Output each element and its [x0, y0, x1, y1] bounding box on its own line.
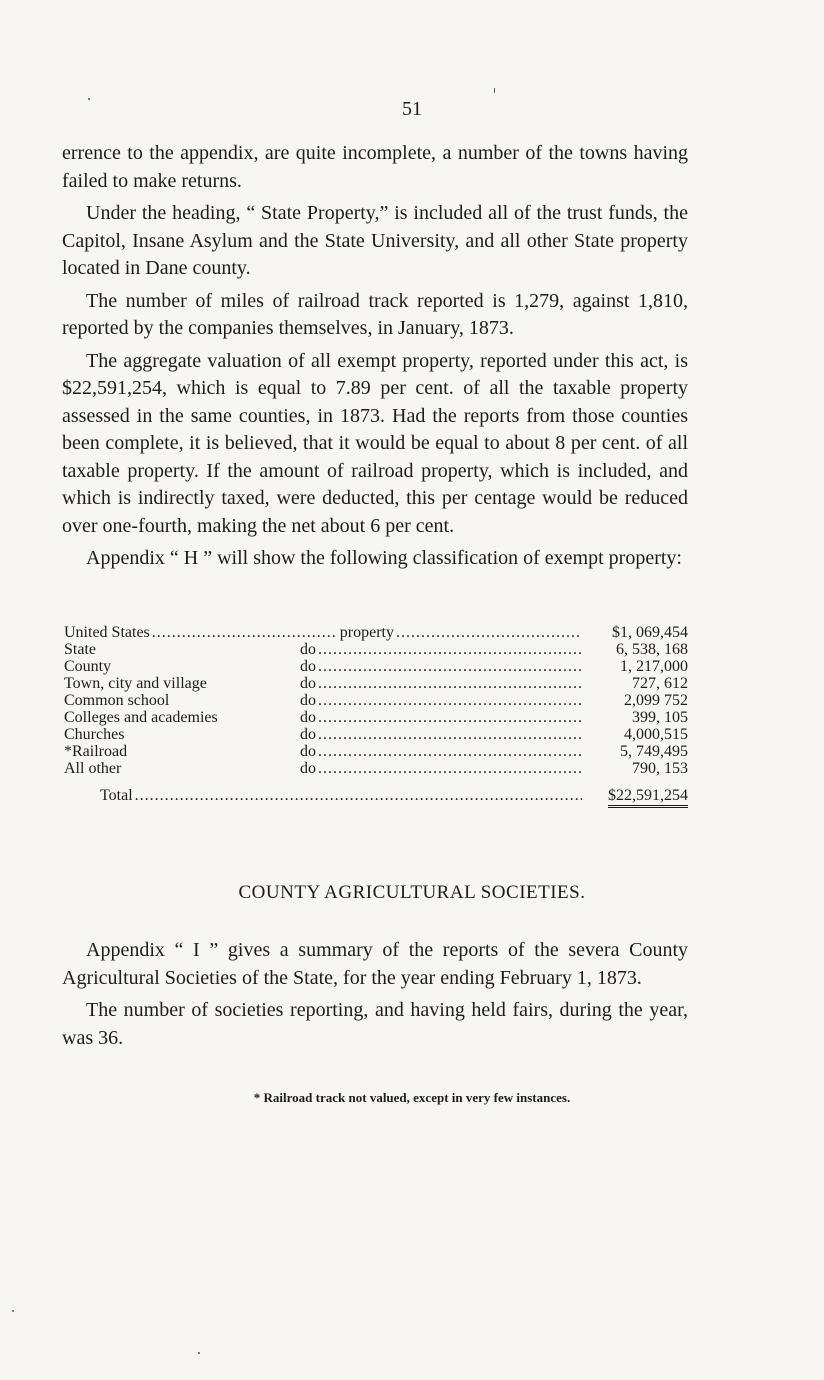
table-row [64, 726, 688, 743]
row-kind: do [300, 743, 316, 760]
leader-dots [135, 787, 582, 804]
row-kind: do [300, 641, 316, 658]
paragraph-state-property: Under the heading, “ State Property,” is included all of the trust funds, the Capitol, Insane Asylum and the State University, and all other State property located in Dane county. [62, 202, 688, 279]
row-kind: do [300, 692, 316, 709]
row-kind: do [300, 675, 316, 692]
row-kind: do [300, 658, 316, 675]
row-label: All other [64, 760, 122, 777]
total-row [64, 787, 688, 804]
row-amount: 6, 538, 168 [616, 641, 688, 658]
leader-dots [318, 760, 582, 777]
row-amount: 4,000,515 [624, 726, 688, 743]
classification-table [64, 624, 688, 804]
leader-dots [318, 692, 582, 709]
row-amount: 1, 217,000 [620, 658, 688, 675]
body-text-top [62, 140, 688, 578]
row-amount: 399, 105 [632, 709, 688, 726]
row-kind: do [300, 726, 316, 743]
total-label: Total [100, 787, 133, 804]
row-amount: 790, 153 [632, 760, 688, 777]
table-row [64, 658, 688, 675]
row-kind: do [300, 760, 316, 777]
row-amount: $1, 069,454 [612, 624, 688, 641]
leader-dots [318, 658, 582, 675]
footnote: * Railroad track not valued, except in very few instances. [253, 1090, 571, 1105]
table-row [64, 743, 688, 760]
table-row [64, 709, 688, 726]
leader-dots [318, 726, 582, 743]
paragraph-continuation: errence to the appendix, are quite incomplete, a number of the towns having failed to make returns. [62, 142, 688, 192]
row-label: County [64, 658, 112, 675]
row-label: *Railroad [64, 743, 128, 760]
table-row [64, 692, 688, 709]
row-label: State [64, 641, 96, 658]
print-speck [12, 1310, 14, 1312]
table-row [64, 624, 688, 641]
paragraph-railroad-miles: The number of miles of railroad track reported is 1,279, against 1,810, reported by the companies themselves, in January, 1873. [62, 289, 688, 339]
row-label: Churches [64, 726, 125, 743]
table-row [64, 760, 688, 777]
section-heading: COUNTY AGRICULTURAL SOCIETIES. [238, 882, 586, 903]
paragraph-aggregate-valuation: The aggregate valuation of all exempt property, reported under this act, is $22,591,254, which is equal to 7.89 per cent. of all the taxable property assessed in the same counties, in 1873. Had the reports from those counties been complete, it is believed, that it would be equal to about 8 per cent. of all taxable property. If the amount of railroad property, which is included, and which is indirectly taxed, were deducted, this per centage would be reduced over one-fourth, making the net about 6 per cent. [62, 349, 688, 537]
leader-dots [318, 743, 582, 760]
row-kind: property [339, 624, 394, 641]
total-amount: $22,591,254 [608, 787, 688, 808]
print-speck [88, 98, 90, 100]
row-label: Common school [64, 692, 170, 709]
leader-dots [396, 624, 582, 641]
row-label: Town, city and village [64, 675, 207, 692]
table-row [64, 641, 688, 658]
leader-dots [318, 641, 582, 658]
body-text-bottom [62, 937, 688, 1057]
print-speck [198, 1352, 200, 1354]
row-label: Colleges and academies [64, 709, 218, 726]
table-row [64, 675, 688, 692]
leader-dots [318, 675, 582, 692]
row-amount: 727, 612 [632, 675, 688, 692]
print-speck [494, 88, 495, 93]
leader-dots [318, 709, 582, 726]
row-label: United States [64, 624, 150, 641]
paragraph-societies-count: The number of societies reporting, and having held fairs, during the year, was 36. [62, 999, 688, 1049]
paragraph-appendix-i: Appendix “ I ” gives a summary of the reports of the severa County Agricultural Societies of the State, for the year ending February 1, 1873. [62, 939, 688, 989]
leader-dots [152, 624, 338, 641]
total-amount-wrap [584, 787, 688, 804]
paragraph-appendix-h: Appendix “ H ” will show the following classification of exempt property: [86, 547, 682, 569]
page-number: 51 [402, 98, 422, 120]
row-amount: 2,099 752 [624, 692, 688, 709]
row-kind: do [300, 709, 316, 726]
row-amount: 5, 749,495 [620, 743, 688, 760]
